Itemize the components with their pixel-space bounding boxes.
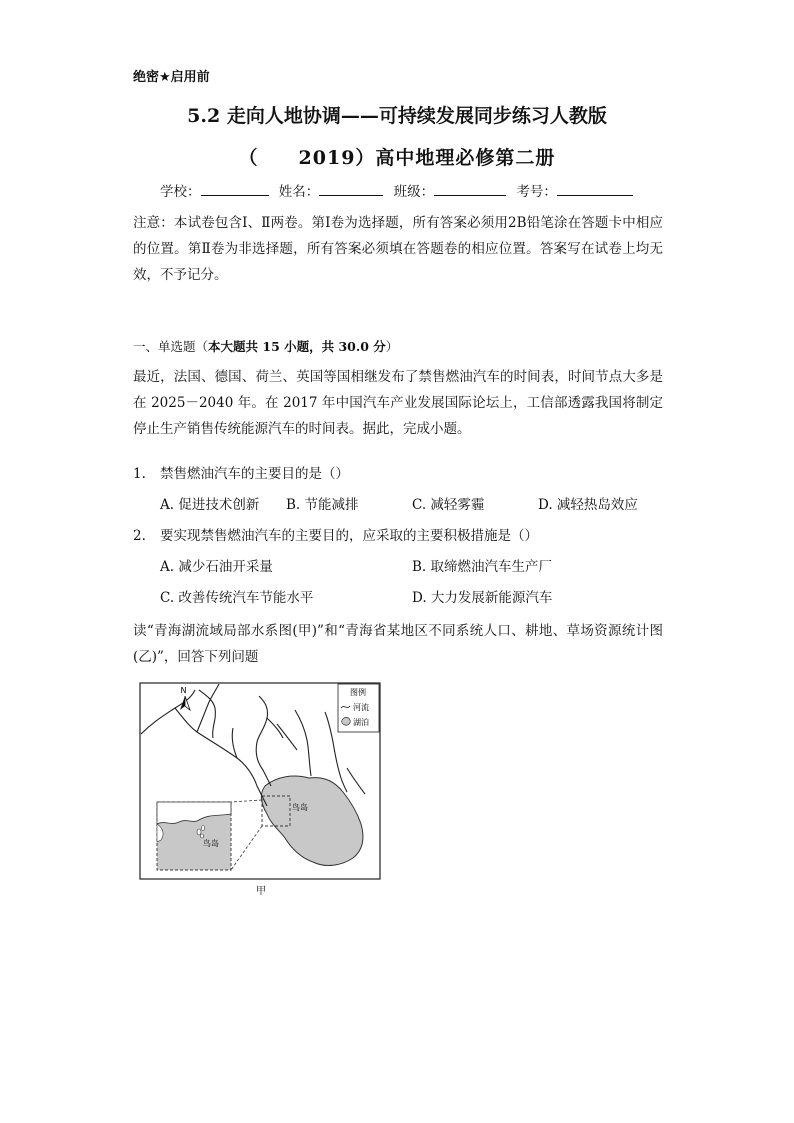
bird-island-label: 鸟岛 (292, 803, 308, 812)
legend-lake-label: 湖泊 (353, 718, 369, 727)
exam-number-blank[interactable] (557, 182, 633, 196)
student-info-fields (160, 180, 639, 200)
legend-lake-icon (342, 717, 351, 725)
q1-option-d[interactable]: D. 减轻热岛效应 (538, 497, 638, 513)
map-caption: 甲 (256, 886, 266, 897)
question-1 (133, 462, 349, 482)
q2-option-c[interactable]: C. 改善传统汽车节能水平 (160, 590, 314, 606)
q1-option-b[interactable]: B. 节能减排 (286, 497, 359, 513)
section-heading-prefix: 一、单选题（ (133, 339, 209, 354)
exam-number-label: 考号： (516, 184, 557, 200)
map-legend (338, 684, 379, 732)
legend-title: 图例 (350, 688, 366, 697)
name-blank[interactable] (319, 182, 383, 196)
school-blank[interactable] (201, 182, 269, 196)
class-blank[interactable] (434, 182, 506, 196)
question-stem: 要实现禁售燃油汽车的主要目的，应采取的主要积极措施是（） (160, 528, 538, 544)
legend-river-label: 河流 (353, 703, 369, 712)
document-title-line2: （ 2019）高中地理必修第二册 (238, 147, 556, 169)
section-heading-suffix: ） (385, 339, 399, 354)
reading-prompt: 读“青海湖流域局部水系图(甲)”和“青海省某地区不同系统人口、耕地、草场资源统计图(乙)”，回答下列问题 (133, 623, 663, 665)
question-number: 1. (133, 466, 146, 482)
river-system-map (139, 682, 381, 880)
school-label: 学校： (160, 184, 201, 200)
q2-option-a[interactable]: A. 减少石油开采量 (160, 559, 273, 575)
name-label: 姓名： (278, 184, 320, 200)
question-intro: 最近，法国、德国、荷兰、英国等国相继发布了禁售燃油汽车的时间表，时间节点大多是在 2025－2040 年。在 2017 年中国汽车产业发展国际论坛上，工信部透露我国将制定停止生产销售传统能源汽车的时间表。据此，完成小题。 (133, 369, 663, 437)
question-2 (133, 524, 538, 544)
exam-notice: 注意：本试卷包含Ⅰ、Ⅱ两卷。第Ⅰ卷为选择题，所有答案必须用2B铅笔涂在答题卡中相应的位置。第Ⅱ卷为非选择题，所有答案必须填在答题卷的相应位置。答案写在试卷上均无效，不予记分。 (133, 215, 663, 283)
q2-option-d[interactable]: D. 大力发展新能源汽车 (412, 590, 553, 606)
question-number: 2. (133, 528, 146, 544)
confidential-label: 绝密★启用前 (133, 70, 210, 85)
north-label: N (180, 686, 187, 695)
section-heading-detail: 本大题共 15 小题，共 30.0 分 (208, 339, 386, 354)
document-title-line1: 5.2 走向人地协调——可持续发展同步练习人教版 (187, 105, 607, 127)
inset-map (157, 802, 231, 870)
q1-option-c[interactable]: C. 减轻雾霾 (412, 497, 485, 513)
q1-option-a[interactable]: A. 促进技术创新 (160, 497, 260, 513)
q2-option-b[interactable]: B. 取缔燃油汽车生产厂 (412, 559, 553, 575)
inset-island-label: 鸟岛 (203, 839, 219, 848)
section-heading (133, 337, 398, 355)
class-label: 班级： (393, 184, 435, 200)
question-stem: 禁售燃油汽车的主要目的是（） (160, 466, 349, 482)
